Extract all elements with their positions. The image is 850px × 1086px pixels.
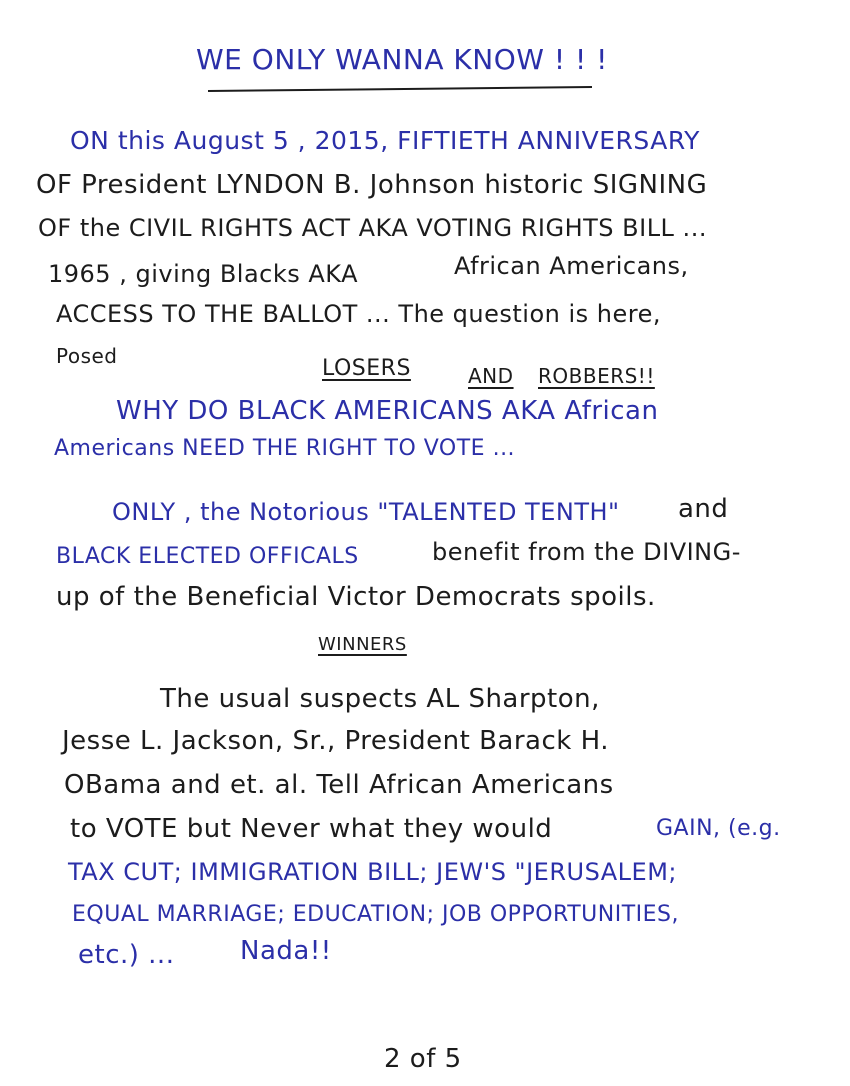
page-title: WE ONLY WANNA KNOW ! ! ! (196, 43, 608, 76)
question-line2: Americans NEED THE RIGHT TO VOTE ... (54, 436, 516, 461)
losers-heading-word1: LOSERS (322, 356, 411, 381)
title-underline (208, 86, 592, 92)
losers-heading-word2: AND (468, 364, 514, 388)
paragraph3-line1: The usual suspects AL Sharpton, (160, 684, 600, 714)
paragraph3-line4b: GAIN, (e.g. (656, 816, 781, 841)
paragraph2-line2a: BLACK ELECTED OFFICALS (56, 544, 359, 569)
paragraph1-line3: OF the CIVIL RIGHTS ACT AKA VOTING RIGHTS BILL ... (38, 214, 707, 242)
paragraph3-line5: TAX CUT; IMMIGRATION BILL; JEW'S "JERUSALEM; (68, 858, 678, 886)
paragraph1-line5: ACCESS TO THE BALLOT ... The question is here, (56, 300, 662, 328)
losers-heading-word3: ROBBERS!! (538, 364, 655, 388)
paragraph2-line1a: ONLY , the Notorious "TALENTED TENTH" (112, 498, 620, 526)
paragraph1-line6: Posed (56, 344, 118, 368)
page-number: 2 of 5 (384, 1044, 462, 1074)
paragraph3-line6: EQUAL MARRIAGE; EDUCATION; JOB OPPORTUNITIES, (72, 902, 679, 927)
paragraph1-line2: OF President LYNDON B. Johnson historic SIGNING (36, 170, 708, 200)
paragraph2-line3: up of the Beneficial Victor Democrats spoils. (56, 582, 656, 612)
paragraph3-line7b: Nada!! (240, 936, 332, 966)
question-line1: WHY DO BLACK AMERICANS AKA African (116, 396, 659, 426)
paragraph2-line2b: benefit from the DIVING- (432, 538, 741, 566)
winners-heading: WINNERS (318, 634, 407, 655)
paragraph1-line1: ON this August 5 , 2015, FIFTIETH ANNIVERSARY (70, 126, 700, 155)
paragraph1-line4a: 1965 , giving Blacks AKA (48, 260, 359, 288)
paragraph3-line2: Jesse L. Jackson, Sr., President Barack H. (62, 726, 609, 756)
paragraph3-line7a: etc.) ... (78, 940, 175, 970)
paragraph2-line1b: and (678, 494, 729, 524)
paragraph3-line3: OBama and et. al. Tell African Americans (64, 770, 614, 800)
paragraph3-line4a: to VOTE but Never what they would (70, 814, 553, 844)
paragraph1-line4b: African Americans, (454, 252, 689, 280)
